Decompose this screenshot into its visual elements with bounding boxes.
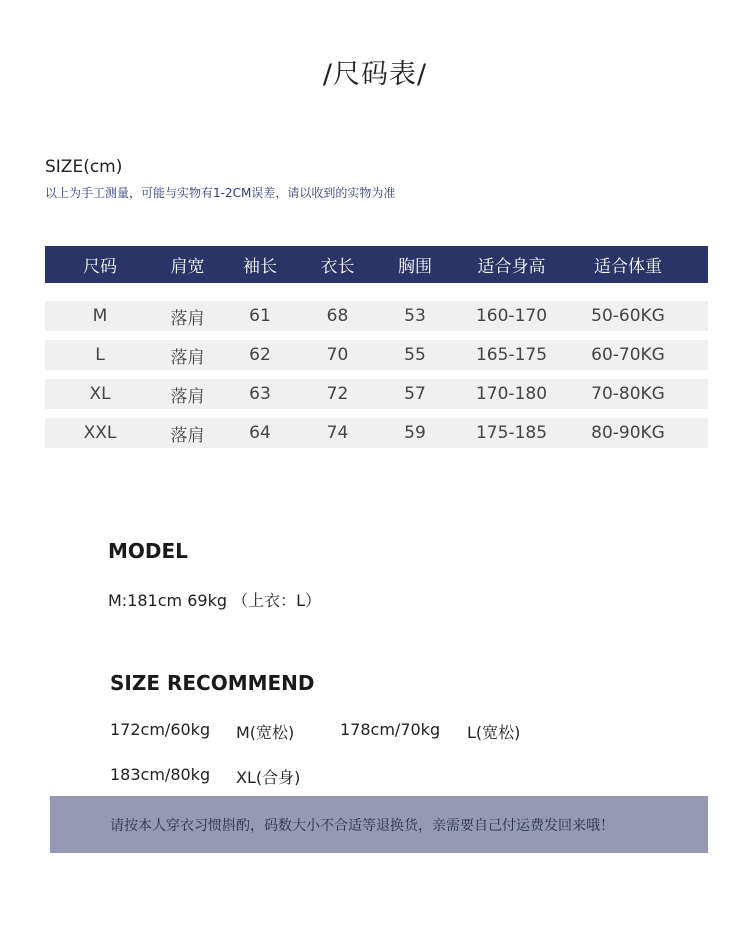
header-sleeve: 袖长	[243, 257, 277, 277]
table-cell: 70-80KG	[591, 384, 665, 404]
table-cell: 50-60KG	[591, 306, 665, 326]
table-cell: 175-185	[475, 423, 548, 443]
table-cell: XL	[89, 384, 111, 404]
table-cell: 80-90KG	[591, 423, 665, 443]
recommend-spec: 183cm/80kg	[110, 765, 211, 784]
table-row	[45, 418, 708, 448]
return-notice-banner	[50, 796, 708, 853]
page-title: /尺码表/	[322, 59, 428, 90]
table-row	[45, 301, 708, 331]
table-cell: 170-180	[475, 384, 548, 404]
header-weight: 适合体重	[594, 257, 662, 277]
table-cell: 落肩	[170, 347, 205, 368]
header-height: 适合身高	[477, 257, 546, 277]
header-shoulder: 肩宽	[170, 257, 205, 277]
table-cell: 63	[249, 384, 271, 404]
header-length: 衣长	[320, 257, 355, 277]
return-notice-text: 请按本人穿衣习惯斟酌，码数大小不合适等退换货，亲需要自己付运费发回来哦！	[110, 817, 614, 834]
table-cell: 59	[404, 423, 426, 443]
size-table	[45, 246, 708, 448]
model-info: M:181cm 69kg （上衣：L）	[108, 591, 321, 610]
table-cell: 61	[249, 306, 271, 326]
table-cell: 165-175	[475, 345, 548, 365]
table-cell: 74	[326, 423, 349, 443]
recommend-size: M(宽松)	[236, 723, 295, 742]
table-cell: 落肩	[170, 308, 205, 329]
table-cell: 53	[404, 306, 426, 326]
table-cell: 落肩	[170, 425, 205, 446]
measurement-note: 以上为手工测量，可能与实物有1-2CM误差，请以收到的实物为准	[45, 186, 396, 200]
size-unit-label: SIZE(cm)	[45, 157, 123, 177]
table-row	[45, 340, 708, 370]
recommend-size: L(宽松)	[467, 723, 521, 742]
table-cell: XXL	[83, 423, 117, 443]
header-chest: 胸围	[398, 257, 432, 277]
table-cell: 55	[404, 345, 426, 365]
table-cell: 68	[326, 306, 349, 326]
recommend-spec: 172cm/60kg	[110, 720, 211, 739]
table-cell: 60-70KG	[591, 345, 665, 365]
table-cell: 落肩	[170, 386, 205, 407]
table-cell: 62	[249, 345, 271, 365]
table-cell: 72	[326, 384, 349, 404]
table-cell: M	[92, 306, 108, 326]
table-cell: 70	[326, 345, 349, 365]
header-size: 尺码	[83, 257, 117, 277]
recommend-spec: 178cm/70kg	[340, 720, 441, 739]
model-heading: MODEL	[108, 539, 188, 563]
table-row	[45, 379, 708, 409]
recommend-size: XL(合身)	[236, 768, 301, 787]
table-cell: 160-170	[475, 306, 548, 326]
table-cell: 57	[404, 384, 426, 404]
size-recommend-heading: SIZE RECOMMEND	[110, 671, 315, 695]
table-cell: 64	[249, 423, 271, 443]
table-cell: L	[95, 345, 105, 365]
table-header	[45, 246, 708, 283]
